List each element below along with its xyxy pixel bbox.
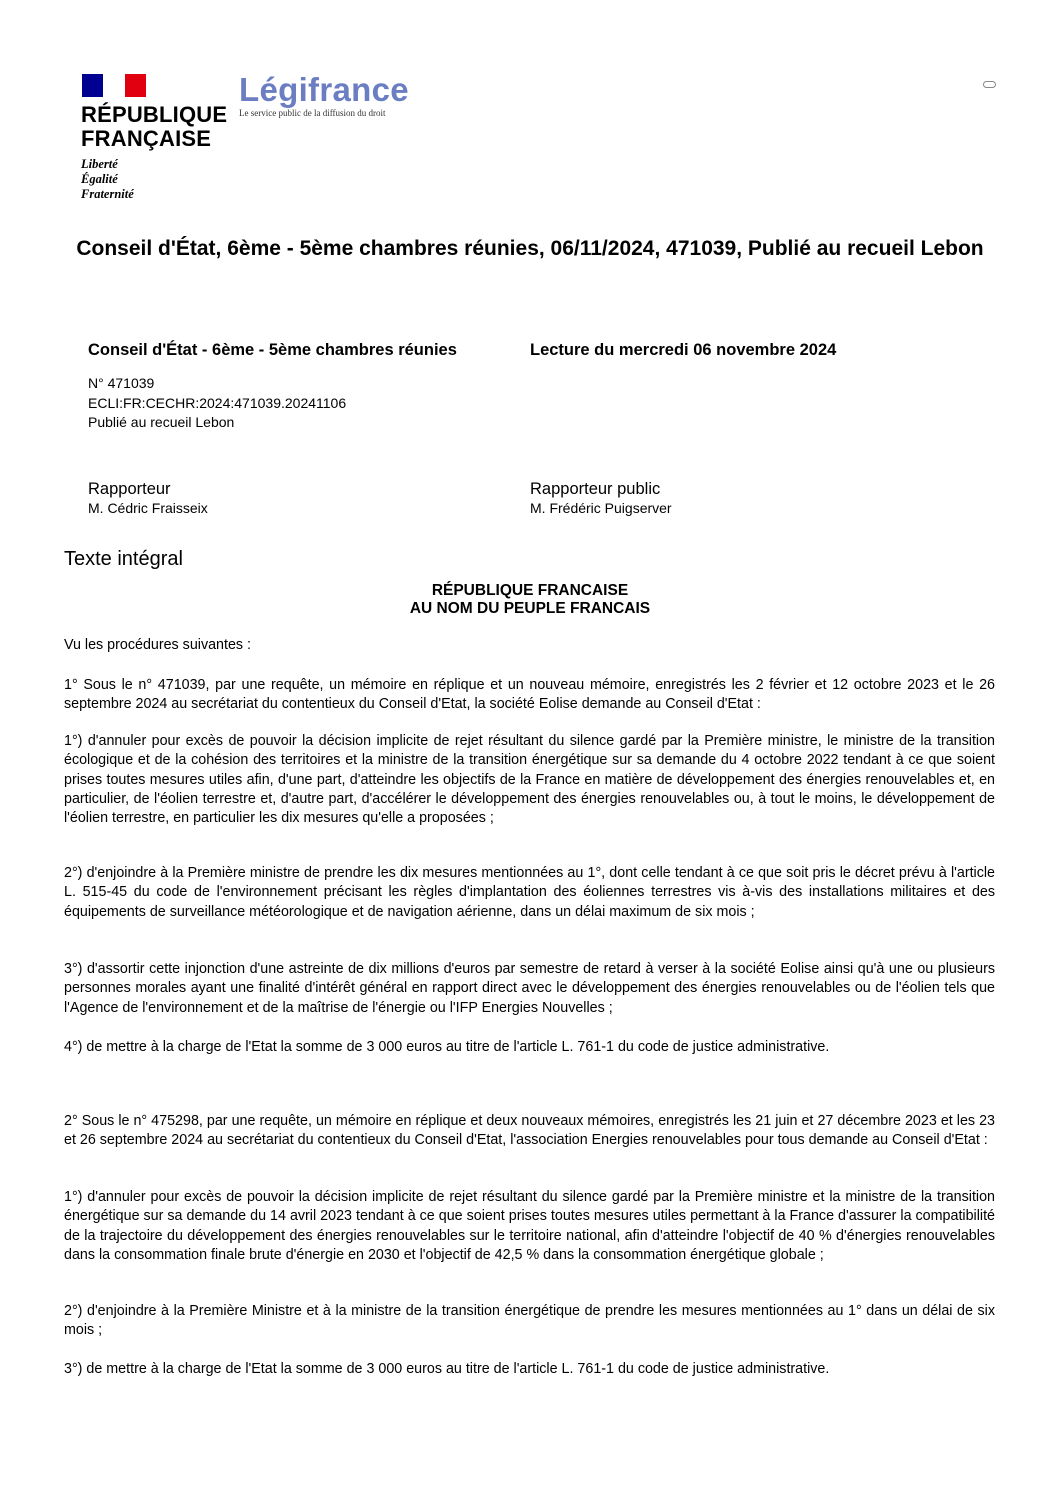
ecli-code: ECLI:FR:CECHR:2024:471039.20241106 — [88, 394, 347, 411]
decision-heading: RÉPUBLIQUE FRANCAISE AU NOM DU PEUPLE FRANCAIS — [409, 582, 651, 617]
paragraph: 3°) d'assortir cette injonction d'une astreinte de dix millions d'euros par semestre de retard à verser à la société Eolise ainsi qu'à une ou plusieurs personnes morales ayant une finalité d'intérêt général en rapport direct avec le développement des énergies renouvelables ou de l'éolien tels que l'Agence de l'environnement et de la maîtrise de l'énergie ou l'IFP Energies Nouvelles ; — [64, 961, 995, 1016]
decision-identifiers — [88, 374, 346, 433]
lecture-date: Lecture du mercredi 06 novembre 2024 — [530, 341, 837, 359]
rapporteur-label: Rapporteur — [88, 480, 171, 498]
paragraph: 2°) d'enjoindre à la Première Ministre et à la ministre de la transition énergétique de prendre les mesures mentionnées au 1° dans un délai de six mois ; — [64, 1303, 995, 1339]
rapporteur-public-label: Rapporteur public — [530, 480, 661, 498]
marianne-flag-icon — [82, 74, 146, 97]
paragraph: 1° Sous le n° 471039, par une requête, un mémoire en réplique et un nouveau mémoire, enregistrés les 2 février et 12 octobre 2023 et le 26 septembre 2024 au secrétariat du contentieux du Conseil d'Etat, la société Eolise demande au Conseil d'Etat : — [64, 677, 995, 713]
republique-francaise-logo — [81, 74, 241, 202]
decision-number: N° 471039 — [88, 375, 155, 391]
paragraph: 2°) d'enjoindre à la Première ministre de prendre les dix mesures mentionnées au 1°, dont celle tendant à ce que soit pris le décret prévu à l'article L. 515-45 du code de l'environnement précisant les règles d'implantation des éoliennes terrestres vis à-vis des installations militaires et des équipements de surveillance météorologique et de navigation aérienne, dans un délai maximum de six mois ; — [64, 865, 995, 920]
legifrance-logo[interactable] — [239, 71, 409, 118]
rapporteur-public-block — [530, 479, 672, 518]
rapporteur-name: M. Cédric Fraisseix — [88, 500, 208, 516]
paragraph: 3°) de mettre à la charge de l'Etat la somme de 3 000 euros au titre de l'article L. 761-1 du code de justice administrative. — [64, 1361, 830, 1377]
legifrance-name: Légifrance — [239, 71, 409, 108]
paragraph: Vu les procédures suivantes : — [64, 637, 252, 653]
paragraph: 2° Sous le n° 475298, par une requête, un mémoire en réplique et deux nouveaux mémoires, enregistrés les 21 juin et 27 décembre 2023 et les 23 et 26 septembre 2024 au secrétariat du contentieux du Conseil d'Etat, l'association Energies renouvelables pour tous demande au Conseil d'Etat : — [64, 1113, 995, 1149]
court-name: Conseil d'État - 6ème - 5ème chambres réunies — [88, 341, 457, 359]
republique-francaise-name: RÉPUBLIQUE FRANÇAISE — [81, 102, 228, 151]
rapporteur-block — [88, 479, 208, 518]
paragraph: 4°) de mettre à la charge de l'Etat la somme de 3 000 euros au titre de l'article L. 761-1 du code de justice administrative. — [64, 1039, 830, 1055]
document-title: Conseil d'État, 6ème - 5ème chambres réunies, 06/11/2024, 471039, Publié au recueil Lebon — [76, 237, 984, 260]
section-title: Texte intégral — [64, 548, 183, 570]
paragraph: 1°) d'annuler pour excès de pouvoir la décision implicite de rejet résultant du silence gardé par la Première ministre, le ministre de la transition écologique et de la cohésion des territoires et la ministre de la transition énergétique sur sa demande du 4 octobre 2022 tendant à ce que soient prises toutes mesures utiles afin, d'une part, d'atteindre les objectifs de la France en matière de développement des énergies renouvelables et, en particulier, de l'éolien terrestre et, d'autre part, d'accélérer le développement des énergies renouvelables ou, à tout le moins, le développement de l'éolien terrestre, en particulier les dix mesures qu'elle a proposées ; — [64, 733, 995, 827]
page-marker-icon — [983, 81, 996, 88]
legifrance-tagline: Le service public de la diffusion du droit — [239, 108, 386, 118]
paragraph: 1°) d'annuler pour excès de pouvoir la décision implicite de rejet résultant du silence gardé par la Première ministre et la ministre de la transition énergétique sur sa demande du 14 avril 2023 tendant à ce que soient prises toutes mesures utiles permettant à la France d'assurer la compatibilité de la trajectoire du développement des énergies renouvelables sur le territoire national, afin d'atteindre l'objectif de 40 % d'énergies renouvelables dans la consommation finale brute d'énergie en 2030 et l'objectif de 42,5 % dans la consommation énergétique globale ; — [64, 1189, 995, 1263]
publication-status: Publié au recueil Lebon — [88, 414, 235, 430]
motto: Liberté Égalité Fraternité — [81, 157, 134, 201]
rapporteur-public-name: M. Frédéric Puigserver — [530, 500, 672, 516]
